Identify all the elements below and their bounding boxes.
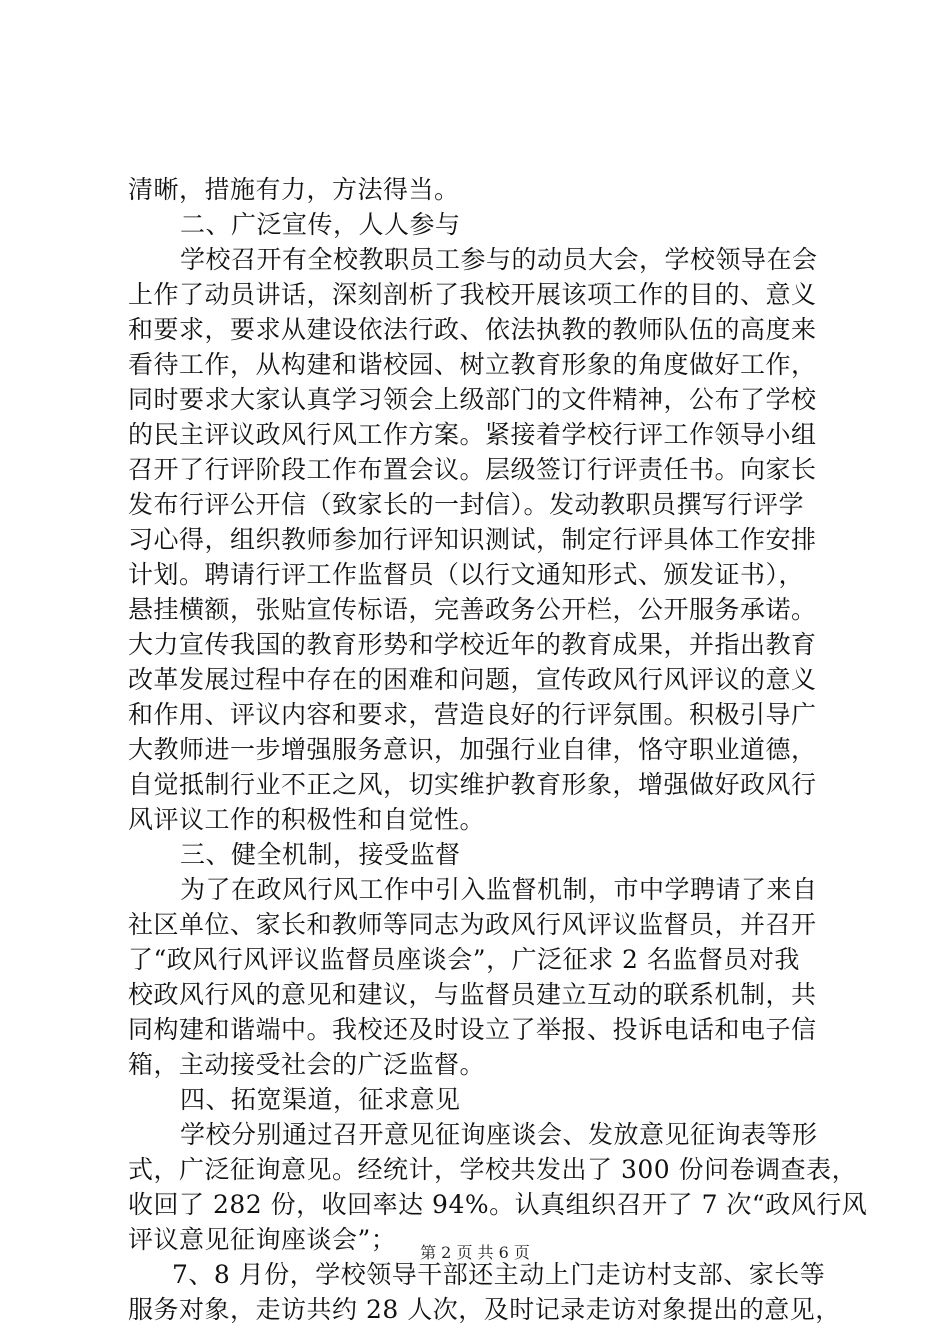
text-line: 大教师进一步增强服务意识，加强行业自律，恪守职业道德，	[128, 735, 817, 764]
text-line: 和作用、评议内容和要求，营造良好的行评氛围。积极引导广	[128, 700, 817, 729]
section-heading: 三、健全机制，接受监督	[180, 840, 461, 869]
section-heading: 四、拓宽渠道，征求意见	[180, 1085, 461, 1114]
text-line: 悬挂横额，张贴宣传标语，完善政务公开栏，公开服务承诺。	[128, 595, 817, 624]
text-line: 清晰，措施有力，方法得当。	[128, 175, 460, 204]
text-line: 学校召开有全校教职员工参与的动员大会，学校领导在会	[180, 245, 818, 274]
text-line: 社区单位、家长和教师等同志为政风行风评议监督员，并召开	[128, 910, 817, 939]
text-line: 收回了 282 份，收回率达 94%。认真组织召开了 7 次“政风行风	[128, 1190, 868, 1219]
text-line: 计划。聘请行评工作监督员（以行文通知形式、颁发证书），	[128, 560, 805, 589]
text-line: 上作了动员讲话，深刻剖析了我校开展该项工作的目的、意义	[128, 280, 817, 309]
text-line: 看待工作，从构建和谐校园、树立教育形象的角度做好工作，	[128, 350, 817, 379]
page-number: 第 2 页 共 6 页	[420, 1243, 530, 1262]
text-line: 学校分别通过召开意见征询座谈会、发放意见征询表等形	[180, 1120, 818, 1149]
text-line: 大力宣传我国的教育形势和学校近年的教育成果，并指出教育	[128, 630, 817, 659]
document-body	[128, 172, 868, 1327]
text-line: 发布行评公开信（致家长的一封信）。发动教职员撰写行评学	[128, 490, 805, 519]
text-line: 同构建和谐端中。我校还及时设立了举报、投诉电话和电子信	[128, 1015, 817, 1044]
text-line: 评议意见征询座谈会”；	[128, 1225, 397, 1254]
text-line: 和要求，要求从建设依法行政、依法执教的教师队伍的高度来	[128, 315, 817, 344]
text-line: 为了在政风行风工作中引入监督机制，市中学聘请了来自	[180, 875, 818, 904]
text-line: 式，广泛征询意见。经统计，学校共发出了 300 份问卷调查表，	[128, 1155, 858, 1184]
text-line: 了“政风行风评议监督员座谈会”，广泛征求 2 名监督员对我	[128, 945, 800, 974]
text-line: 7、8 月份，学校领导干部还主动上门走访村支部、家长等	[172, 1260, 826, 1289]
text-line: 服务对象，走访共约 28 人次，及时记录走访对象提出的意见，	[128, 1295, 841, 1324]
text-line: 改革发展过程中存在的困难和问题，宣传政风行风评议的意义	[128, 665, 817, 694]
text-line: 召开了行评阶段工作布置会议。层级签订行评责任书。向家长	[128, 455, 817, 484]
text-line: 校政风行风的意见和建议，与监督员建立互动的联系机制，共	[128, 980, 817, 1009]
text-line: 习心得，组织教师参加行评知识测试，制定行评具体工作安排	[128, 525, 817, 554]
text-line: 的民主评议政风行风工作方案。紧接着学校行评工作领导小组	[128, 420, 817, 449]
text-line: 同时要求大家认真学习领会上级部门的文件精神，公布了学校	[128, 385, 817, 414]
text-line: 风评议工作的积极性和自觉性。	[128, 805, 486, 834]
text-line: 自觉抵制行业不正之风，切实维护教育形象，增强做好政风行	[128, 770, 817, 799]
section-heading: 二、广泛宣传，人人参与	[180, 210, 461, 239]
text-line: 箱，主动接受社会的广泛监督。	[128, 1050, 486, 1079]
